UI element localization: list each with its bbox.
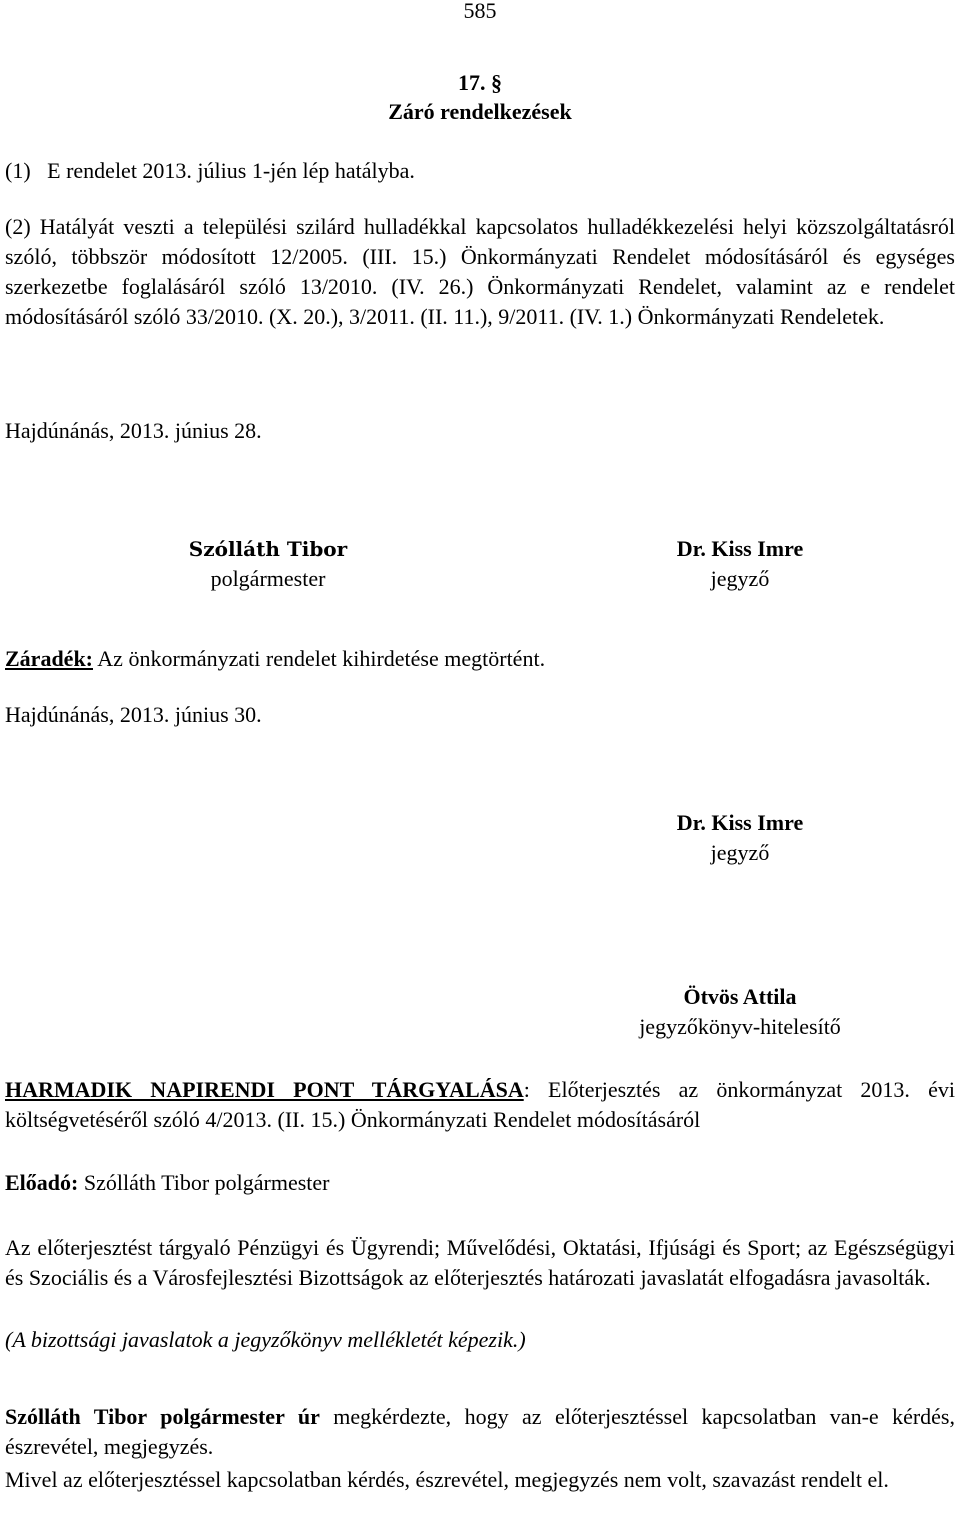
signature-clerk-2-name: Dr. Kiss Imre <box>676 810 804 835</box>
signature-mayor-name: Szólláth Tibor <box>188 537 348 561</box>
mayor-text: megkérdezte, hogy az előterjesztéssel kapcsolatban van-e kérdés, észrevétel, megjegyzés. <box>5 1404 955 1459</box>
committee-text: Az előterjesztést tárgyaló Pénzügyi és Ügyrendi; Művelődési, Oktatási, Ifjúsági és Sport; az Egészségügyi és Szociális és a Városfejlesztési Bizottságok az előterjesztés határozati javaslatát elfogadásra javasolták. <box>5 1235 955 1290</box>
signature-mayor-title: polgármester <box>210 566 326 591</box>
presenter-label: Előadó: <box>5 1170 79 1195</box>
section-number: 17. § <box>458 70 502 95</box>
signature-authenticator-title: jegyzőkönyv-hitelesítő <box>639 1014 841 1039</box>
signature-authenticator-name: Ötvös Attila <box>683 984 797 1009</box>
paragraph-1: (1) E rendelet 2013. július 1-jén lép hatályba. <box>5 158 415 183</box>
signature-clerk-name: Dr. Kiss Imre <box>676 536 804 561</box>
page-number: 585 <box>463 0 497 23</box>
signature-mayor <box>168 534 368 594</box>
signature-clerk-title: jegyző <box>710 566 770 591</box>
committee-note: (A bizottsági javaslatok a jegyzőkönyv mellékletét képezik.) <box>5 1327 526 1352</box>
mayor-question <box>5 1402 955 1462</box>
agenda-text: : Előterjesztés az önkormányzat 2013. évi költségvetéséről szóló 4/2013. (II. 15.) Önkormányzati Rendelet módosításáról <box>5 1077 955 1132</box>
signature-clerk-2 <box>640 808 840 868</box>
signature-clerk-2-title: jegyző <box>710 840 770 865</box>
paragraph-2: (2) Hatályát veszti a települési szilárd hulladékkal kapcsolatos hulladékkezelési helyi közszolgáltatásról szóló, többször módosított 12/2005. (III. 15.) Önkormányzati Rendelet módosításáról és egységes szerkezetbe foglalásáról szóló 13/2010. (IV. 26.) Önkormányzati Rendelet, valamint az e rendelet módosításáról szóló 33/2010. (X. 20.), 3/2011. (II. 11.), 9/2011. (IV. 1.) Önkormányzati Rendeletek. <box>5 214 955 329</box>
agenda-label: HARMADIK NAPIRENDI PONT TÁRGYALÁSA <box>5 1077 524 1102</box>
clause <box>5 644 955 674</box>
presenter <box>5 1168 955 1198</box>
signature-authenticator <box>590 982 890 1042</box>
closing-text: Mivel az előterjesztéssel kapcsolatban kérdés, észrevétel, megjegyzés nem volt, szavazást rendelt el. <box>5 1467 889 1492</box>
place-date-2: Hajdúnánás, 2013. június 30. <box>5 702 262 727</box>
mayor-label: Szólláth Tibor polgármester úr <box>5 1404 320 1429</box>
place-date-1: Hajdúnánás, 2013. június 28. <box>5 418 262 443</box>
agenda-item <box>5 1075 955 1135</box>
clause-label: Záradék: <box>5 646 93 671</box>
signature-clerk <box>640 534 840 594</box>
clause-text: Az önkormányzati rendelet kihirdetése megtörtént. <box>93 646 546 671</box>
section-title: Záró rendelkezések <box>388 99 572 124</box>
presenter-text: Szólláth Tibor polgármester <box>78 1170 330 1195</box>
